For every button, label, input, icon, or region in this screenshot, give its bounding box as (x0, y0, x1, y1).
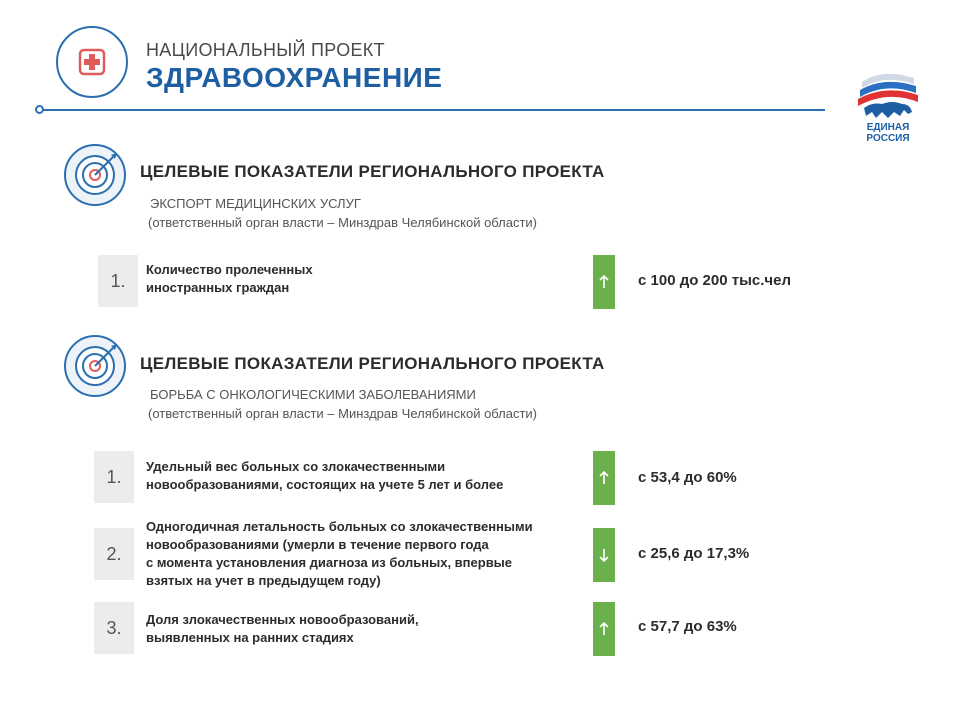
section-title: ЦЕЛЕВЫЕ ПОКАЗАТЕЛИ РЕГИОНАЛЬНОГО ПРОЕКТА (140, 354, 605, 373)
row-number: 3. (94, 602, 134, 654)
row-description: Одногодичная летальность больных со злокачественными новообразованиями (умерли в течение первого года с момента установления диагноза из больных, впервые взятых на учет в предыдущем году) (146, 519, 533, 588)
logo-text-line2: РОССИЯ (866, 133, 910, 144)
section-subtitle: ЭКСПОРТ МЕДИЦИНСКИХ УСЛУГ (150, 196, 361, 211)
logo-text-line1: ЕДИНАЯ (866, 122, 910, 133)
row-description: Количество пролеченных иностранных граждан (146, 262, 313, 295)
row-value: с 53,4 до 60% (638, 469, 737, 486)
arrow-up-icon (593, 451, 615, 505)
arrow-up-icon (593, 255, 615, 309)
project-title: ЗДРАВООХРАНЕНИЕ (146, 62, 443, 93)
arrow-up-icon (593, 602, 615, 656)
row-number: 2. (94, 528, 134, 580)
section-responsible: (ответственный орган власти – Минздрав Челябинской области) (148, 215, 538, 230)
header-divider (40, 109, 825, 111)
section-title: ЦЕЛЕВЫЕ ПОКАЗАТЕЛИ РЕГИОНАЛЬНОГО ПРОЕКТА (140, 162, 605, 181)
row-value: с 57,7 до 63% (638, 618, 737, 635)
row-description: Доля злокачественных новообразований, выявленных на ранних стадиях (146, 612, 419, 645)
divider-dot (35, 105, 44, 114)
party-logo (852, 62, 924, 144)
row-number: 1. (94, 451, 134, 503)
target-icon (63, 334, 127, 398)
row-value: с 25,6 до 17,3% (638, 545, 750, 562)
section-responsible: (ответственный орган власти – Минздрав Челябинской области) (148, 406, 538, 421)
arrow-down-icon (593, 528, 615, 582)
row-number: 1. (98, 255, 138, 307)
section-subtitle: БОРЬБА С ОНКОЛОГИЧЕСКИМИ ЗАБОЛЕВАНИЯМИ (150, 387, 476, 402)
row-value: с 100 до 200 тыс.чел (638, 272, 791, 289)
target-icon (63, 143, 127, 207)
row-description: Удельный вес больных со злокачественными новообразованиями, состоящих на учете 5 лет и более (146, 459, 504, 492)
project-subtitle: НАЦИОНАЛЬНЫЙ ПРОЕКТ (146, 40, 385, 60)
medical-cross-icon (56, 26, 128, 98)
